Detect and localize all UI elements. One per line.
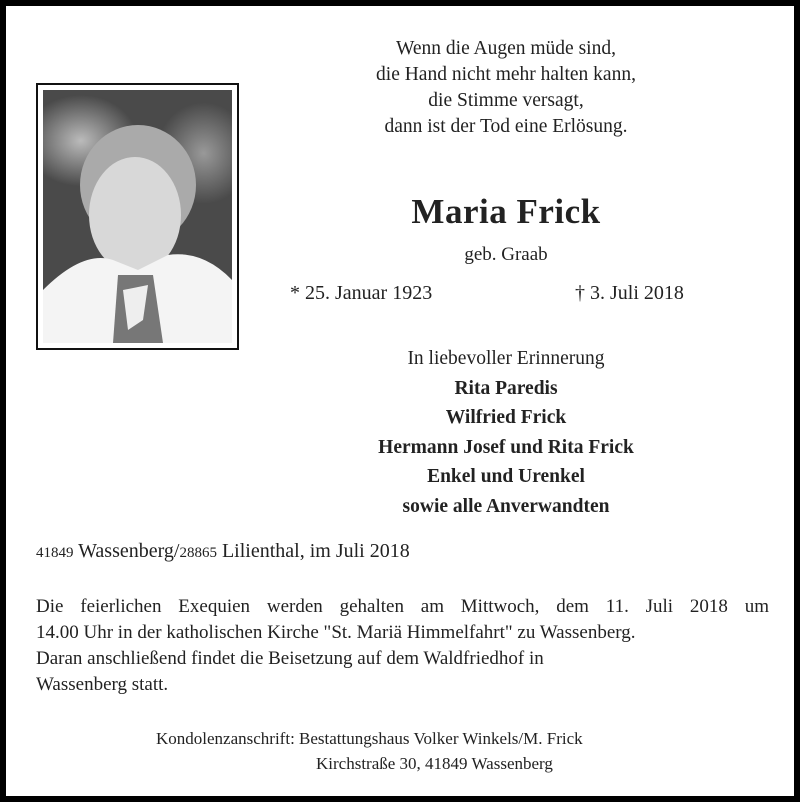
obituary-notice bbox=[6, 6, 794, 796]
mourner: sowie alle Anverwandten bbox=[402, 495, 610, 517]
funeral-line: Wassenberg statt. bbox=[36, 674, 169, 695]
mourner: Hermann Josef und Rita Frick bbox=[378, 436, 634, 458]
funeral-line: 14.00 Uhr in der katholischen Kirche "St. Mariä Himmelfahrt" zu Wassenberg. bbox=[36, 622, 636, 643]
contact-line: Kirchstraße 30, 41849 Wassenberg bbox=[316, 754, 553, 773]
city-date: Lilienthal, im Juli 2018 bbox=[221, 540, 410, 562]
poem-line: die Hand nicht mehr halten kann, bbox=[376, 64, 636, 85]
memory-intro: In liebevoller Erinnerung bbox=[407, 348, 605, 369]
death-date: † 3. Juli 2018 bbox=[575, 282, 684, 304]
mourner: Rita Paredis bbox=[454, 377, 558, 399]
mourners bbox=[286, 344, 726, 521]
funeral-line: Die feierlichen Exequien werden gehalten am Mittwoch, dem 11. Juli 2018 um bbox=[36, 596, 769, 617]
poem bbox=[286, 36, 726, 140]
poem-line: die Stimme versagt, bbox=[428, 90, 584, 111]
portrait-photo bbox=[43, 90, 232, 343]
mourner: Wilfried Frick bbox=[445, 407, 567, 428]
birth-date: * 25. Januar 1923 bbox=[290, 282, 433, 304]
city: Wassenberg/ bbox=[78, 540, 180, 562]
poem-line: dann ist der Tod eine Erlösung. bbox=[384, 116, 628, 137]
poem-line: Wenn die Augen müde sind, bbox=[396, 38, 616, 59]
zip-code: 41849 bbox=[36, 545, 74, 561]
maiden-name: geb. Graab bbox=[464, 244, 548, 265]
place-date bbox=[36, 540, 410, 563]
condolence-address bbox=[156, 726, 583, 776]
portrait-frame bbox=[36, 83, 239, 350]
deceased-name: Maria Frick bbox=[411, 192, 601, 231]
funeral-info bbox=[36, 594, 769, 698]
zip-code: 28865 bbox=[179, 545, 217, 561]
contact-line: Kondolenzanschrift: Bestattungshaus Volker Winkels/M. Frick bbox=[156, 729, 583, 748]
funeral-line: Daran anschließend findet die Beisetzung auf dem Waldfriedhof in bbox=[36, 648, 544, 669]
mourner: Enkel und Urenkel bbox=[427, 466, 585, 487]
